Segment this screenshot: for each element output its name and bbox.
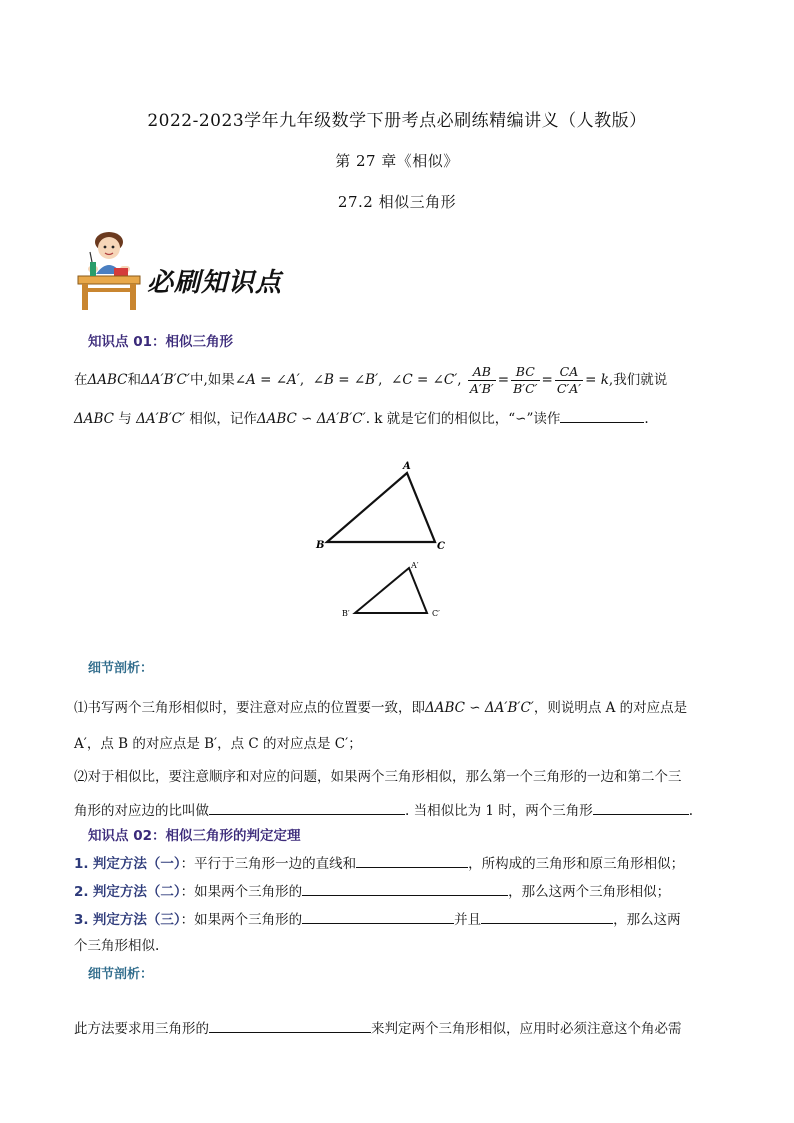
detail1-para2-line2: 角形的对应边的比叫做 . 当相似比为 1 时，两个三角形 . — [74, 800, 693, 822]
detail-analysis-2-title: 细节剖析： — [88, 967, 154, 982]
knowledge-point-1-title: 知识点 01：相似三角形 — [88, 334, 233, 350]
angle-condition-c: ∠C = ∠C′ — [391, 372, 458, 388]
triangle-abc: ΔABC — [87, 372, 128, 388]
fill-blank-ratio-one[interactable] — [593, 800, 689, 815]
text: 和 — [127, 372, 141, 388]
student-icon — [74, 228, 144, 312]
kp1-definition-line1: 在 ΔABC 和 ΔA′B′C′ 中,如果 ∠A = ∠A′ , ∠B = ∠B′ , ∠C = ∠C′ , $\frac{AB}{A'B'}$ = $\frac{BC}{B'C'}$ = $\frac{CA}{C'A'}$ = k ,我们就说 — [74, 363, 668, 396]
ratio-k: = k — [585, 372, 609, 388]
judge-method-3-cont: 个三角形相似. — [74, 938, 160, 954]
ratio-ab: $\frac{AB}{A'B'}$ — [469, 363, 494, 396]
angle-condition-b: ∠B = ∠B′ — [312, 372, 379, 388]
ratio-bc: $\frac{BC}{B'C'}$ — [513, 363, 538, 396]
vertex-a-label: A — [403, 461, 411, 472]
vertex-c-prime-label: C′ — [432, 609, 440, 618]
fill-blank-method-2[interactable] — [302, 881, 508, 896]
text: 在 — [74, 372, 88, 388]
detail1-para1-line2: A′，点 B 的对应点是 B′，点 C 的对应点是 C′； — [74, 736, 362, 752]
fill-blank-method-3-detail[interactable] — [209, 1018, 371, 1033]
judge-method-1: 1. 判定方法（一）：平行于三角形一边的直线和 ，所构成的三角形和原三角形相似； — [74, 853, 684, 875]
vertex-b-label: B — [316, 540, 325, 551]
triangle-a-prime-shape — [355, 568, 427, 613]
text: ,我们就说 — [608, 372, 668, 388]
detail2-para: 此方法要求用三角形的 来判定两个三角形相似，应用时必须注意这个角必需 — [74, 1018, 682, 1040]
fill-blank-method-3a[interactable] — [302, 909, 454, 924]
vertex-a-prime-label: A′ — [411, 561, 419, 570]
triangle-a-prime: ΔA′B′C′ — [141, 372, 190, 388]
section-title: 27.2 相似三角形 — [337, 193, 457, 211]
knowledge-point-2-title: 知识点 02：相似三角形的判定定理 — [88, 828, 301, 844]
document-title: 2022-2023学年九年级数学下册考点必刷练精编讲义（人教版） — [147, 111, 647, 131]
detail-analysis-1-title: 细节剖析： — [88, 661, 154, 676]
judge-method-2: 2. 判定方法（二）：如果两个三角形的 ，那么这两个三角形相似； — [74, 881, 670, 903]
vertex-b-prime-label: B′ — [342, 609, 350, 618]
detail1-para1-line1: ⑴书写两个三角形相似时，要注意对应点的位置要一致，即ΔABC ∽ ΔA′B′C′，则说明点 A 的对应点是 — [74, 700, 688, 716]
judge-method-3: 3. 判定方法（三）：如果两个三角形的 并且 ，那么这两 — [74, 909, 681, 931]
student-desk-illustration — [74, 228, 144, 312]
similarity-notation: ΔABC ∽ ΔA′B′C′ — [425, 700, 534, 716]
vertex-c-label: C — [437, 541, 445, 552]
ratio-ca: $\frac{CA}{C'A'}$ — [556, 363, 582, 396]
banner-label: 必刷知识点 — [147, 268, 283, 298]
detail1-para2-line1: ⑵对于相似比，要注意顺序和对应的问题，如果两个三角形相似，那么第一个三角形的一边和第二个三 — [74, 769, 682, 785]
fill-blank-ratio-name[interactable] — [209, 800, 405, 815]
similar-triangles-figure — [300, 455, 460, 630]
kp1-definition-line2: ΔABC 与 ΔA′B′C′ 相似，记作ΔABC ∽ ΔA′B′C′. k 就是它们的相似比，“∽”读作 . — [74, 408, 649, 430]
fill-blank-method-1[interactable] — [356, 853, 468, 868]
triangle-abc-shape — [327, 473, 435, 542]
angle-condition-a: ∠A = ∠A′ — [234, 372, 300, 388]
text: 中,如果 — [189, 372, 235, 388]
fill-blank-read-as[interactable] — [560, 408, 644, 423]
chapter-title: 第 27 章《相似》 — [335, 152, 459, 170]
fill-blank-method-3b[interactable] — [481, 909, 613, 924]
